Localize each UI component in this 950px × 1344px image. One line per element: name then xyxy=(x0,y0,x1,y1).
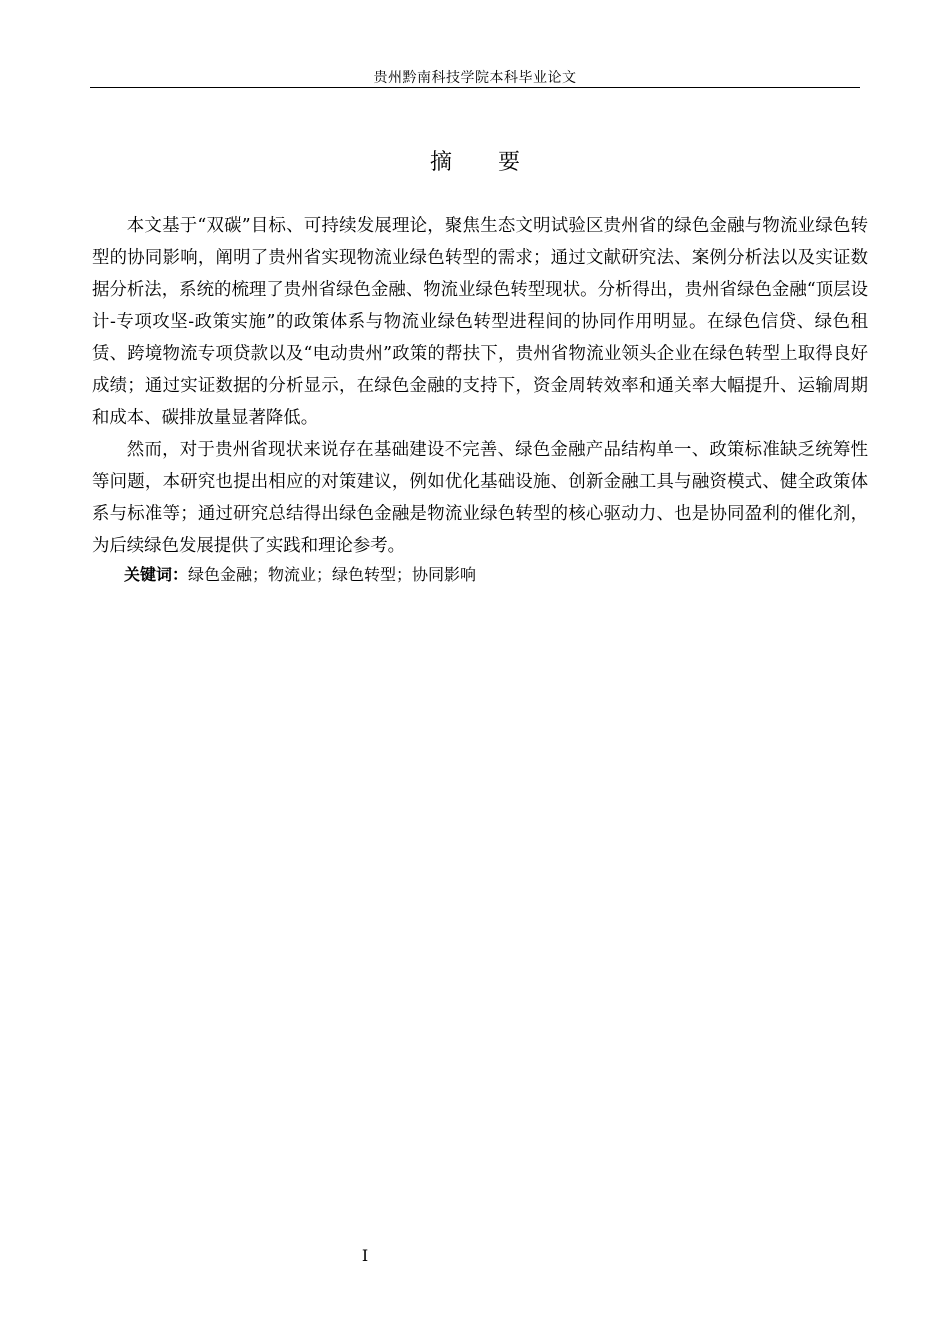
keywords-line xyxy=(92,562,868,588)
keywords-value: 绿色金融；物流业；绿色转型；协同影响 xyxy=(188,565,477,584)
header-text: 贵州黔南科技学院本科毕业论文 xyxy=(373,70,577,86)
abstract-paragraph-1: 本文基于“双碳”目标、可持续发展理论，聚焦生态文明试验区贵州省的绿色金融与物流业绿色转型的协同影响，阐明了贵州省实现物流业绿色转型的需求；通过文献研究法、案例分析法以及实证数据分析法，系统的梳理了贵州省绿色金融、物流业绿色转型现状。分析得出，贵州省绿色金融“顶层设计-专项攻坚-政策实施”的政策体系与物流业绿色转型进程间的协同作用明显。在绿色信贷、绿色租赁、跨境物流专项贷款以及“电动贵州”政策的帮扶下，贵州省物流业领头企业在绿色转型上取得良好成绩；通过实证数据的分析显示，在绿色金融的支持下，资金周转效率和通关率大幅提升、运输周期和成本、碳排放量显著降低。 xyxy=(92,216,868,428)
abstract-body xyxy=(92,210,868,588)
abstract-paragraph-2: 然而，对于贵州省现状来说存在基础建设不完善、绿色金融产品结构单一、政策标准缺乏统筹性等问题，本研究也提出相应的对策建议，例如优化基础设施、创新金融工具与融资模式、健全政策体系与标准等；通过研究总结得出绿色金融是物流业绿色转型的核心驱动力、也是协同盈利的催化剂，为后续绿色发展提供了实践和理论参考。 xyxy=(92,440,868,556)
page-number: I xyxy=(361,1246,369,1265)
page-header xyxy=(90,70,860,88)
abstract-title: 摘要 xyxy=(429,150,566,175)
keywords-label: 关键词： xyxy=(124,565,189,584)
